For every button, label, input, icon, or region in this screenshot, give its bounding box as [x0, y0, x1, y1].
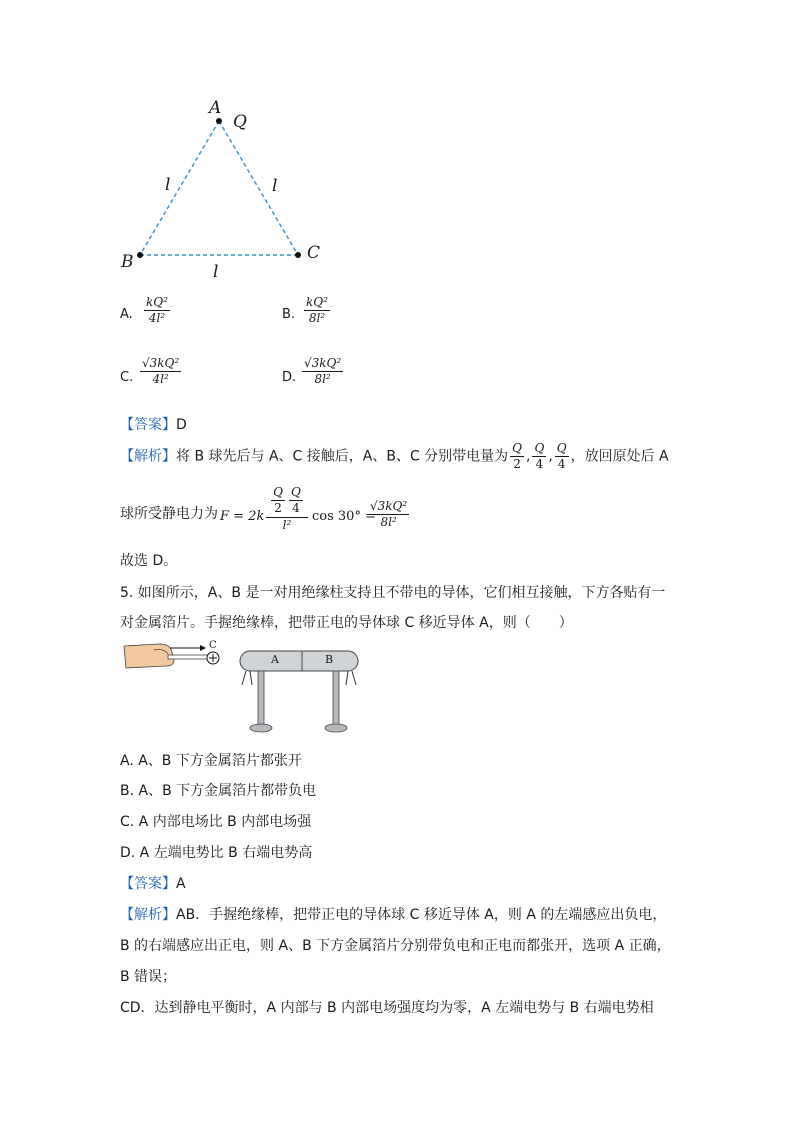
q5-stem-line2: 对金属箔片。手握绝缘棒，把带正电的导体球 C 移近导体 A，则（ ） [120, 615, 573, 631]
side-label-right: l [272, 176, 278, 196]
answer-value: D [176, 417, 187, 433]
label-C: C [307, 243, 321, 263]
point-A [216, 118, 222, 124]
point-C [295, 252, 301, 258]
fig-label-a: A [271, 653, 279, 666]
q5-option-c: C. A 内部电场比 B 内部电场强 [120, 814, 312, 830]
q4-answer [120, 414, 187, 434]
fig-label-b: B [325, 653, 334, 666]
q4-analysis-line1: 【解析】将 B 球先后与 A、C 接触后，A、B、C 分别带电量为 $\frac{Q}{2}$ , $\frac{Q}{4}$ , $\frac{Q}{4}$ ，放回原处后 A [120, 441, 669, 471]
answer-tag: 【答案】 [120, 417, 176, 433]
stand-b [333, 671, 339, 725]
side-label-bottom: l [213, 262, 219, 282]
q4-conclusion: 故选 D。 [120, 553, 178, 569]
q5-option-d: D. A 左端电势比 B 右端电势高 [120, 845, 313, 861]
label-Q: Q [233, 112, 247, 132]
q5-answer: 【答案】A [120, 876, 186, 892]
q5-stem-line1: 5. 如图所示，A、B 是一对用绝缘柱支持且不带电的导体，它们相互接触，下方各贴有一 [120, 585, 666, 601]
insulating-rod [168, 655, 208, 659]
foil-right [346, 671, 356, 685]
stand-a [258, 671, 264, 725]
q5-analysis-line3: B 错误； [120, 969, 177, 985]
q5-option-a: A. A、B 下方金属箔片都张开 [120, 753, 302, 769]
label-A: A [209, 98, 222, 118]
side-AB [140, 121, 219, 255]
q5-analysis-line1: 【解析】AB．手握绝缘棒，把带正电的导体球 C 移近导体 A，则 A 的左端感应出负电， [120, 907, 667, 923]
q4-analysis-line2: 球所受静电力为 [120, 506, 218, 522]
side-label-left: l [165, 175, 171, 195]
side-AC [219, 121, 298, 255]
q5-analysis-line2: B 的右端感应出正电，则 A、B 下方金属箔片分别带负电和正电而都张开，选项 A 正确， [120, 938, 671, 954]
foil-left [242, 671, 252, 685]
q5-option-b: B. A、B 下方金属箔片都带负电 [120, 783, 317, 799]
q5-analysis-line4: CD．达到静电平衡时，A 内部与 B 内部电场强度均为零，A 左端电势与 B 右端电势相 [120, 1000, 654, 1016]
conductor-tube [240, 651, 358, 671]
point-B [137, 252, 143, 258]
label-B: B [121, 252, 134, 272]
fig-label-c: C [209, 640, 217, 651]
hand-icon [124, 644, 174, 668]
